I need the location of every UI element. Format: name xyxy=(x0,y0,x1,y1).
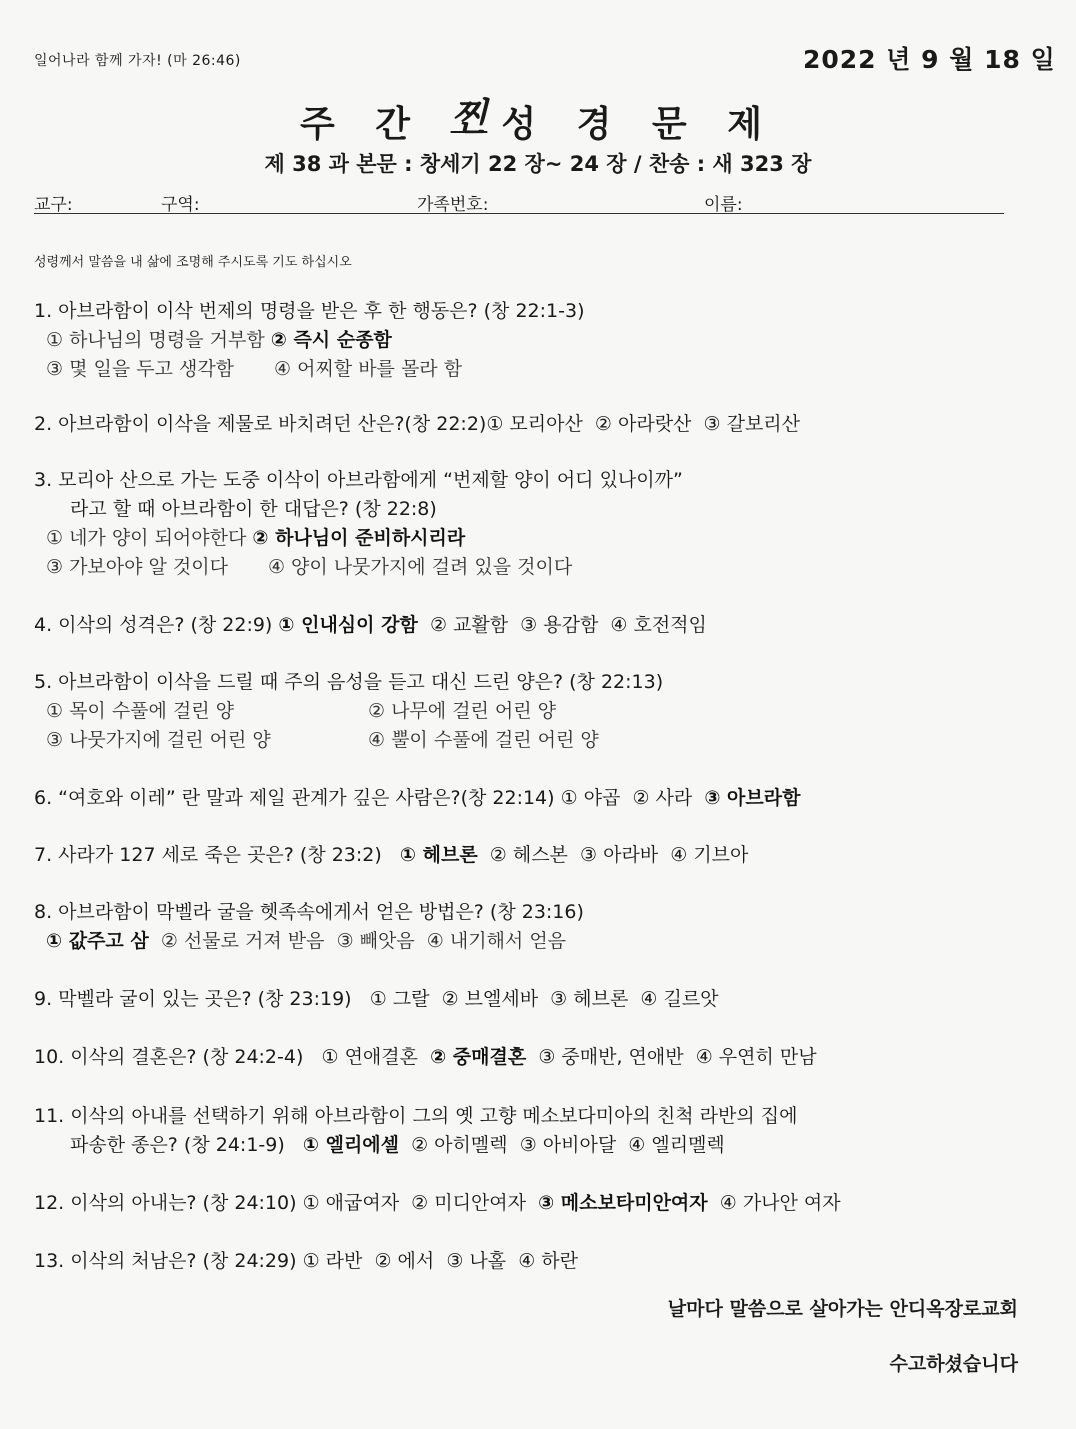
option: ③ 아라바 xyxy=(580,844,659,866)
option: ③ 헤브론 xyxy=(550,988,629,1010)
subtitle: 제 38 과 본문 : 창세기 22 장~ 24 장 / 찬송 : 새 323 장 xyxy=(264,152,812,176)
option: ③ 용감함 xyxy=(520,614,599,636)
option: ④ 양이 나뭇가지에 걸려 있을 것이다 xyxy=(267,556,573,578)
prayer-note: 성령께서 말씀을 내 삶에 조명해 주시도록 기도 하십시오 xyxy=(34,255,352,270)
question-text: 5. 아브라함이 이삭을 드릴 때 주의 음성을 듣고 대신 드린 양은? (창 22:13) xyxy=(34,671,664,693)
option: ④ 길르앗 xyxy=(640,988,719,1010)
option: ③ 빼앗음 xyxy=(336,930,415,952)
option: ① 네가 양이 되어야한다 xyxy=(46,527,247,549)
question-text: 7. 사라가 127 세로 죽은 곳은? (창 23:2) xyxy=(34,844,382,866)
option: ④ 뿔이 수풀에 걸린 어린 양 xyxy=(368,729,599,751)
option: ④ 호전적임 xyxy=(610,614,707,636)
option: ④ 어찌할 바를 몰라 함 xyxy=(274,358,463,380)
question-12 xyxy=(34,1189,841,1218)
option: ② 사라 xyxy=(632,787,693,809)
question-text: 9. 막벨라 굴이 있는 곳은? (창 23:19) xyxy=(34,988,352,1010)
title-post: 성 경 문 제 xyxy=(501,104,777,145)
question-text: 12. 이삭의 아내는? (창 24:10) xyxy=(34,1192,297,1214)
question-6 xyxy=(34,784,800,813)
option: ③ 나홀 xyxy=(446,1250,507,1272)
option: ③ 갈보리산 xyxy=(703,413,801,435)
option: ② 나무에 걸린 어린 양 xyxy=(368,700,557,722)
answer-option: ② 하나님이 준비하시리라 xyxy=(252,527,466,549)
answer-option: ① 값주고 삼 xyxy=(46,930,149,952)
title-zzin: 찐 xyxy=(450,95,488,139)
question-3 xyxy=(34,466,683,582)
question-text: 4. 이삭의 성격은? (창 22:9) xyxy=(34,614,273,636)
option: ③ 가보아야 알 것이다 xyxy=(46,556,228,578)
option: ③ 아비아달 xyxy=(519,1134,617,1156)
option: ① 모리아산 xyxy=(486,413,583,435)
question-8 xyxy=(34,898,584,956)
guyeok-label: 구역: xyxy=(161,195,200,215)
option: ② 브엘세바 xyxy=(441,988,539,1010)
question-text: 8. 아브라함이 막벨라 굴을 헷족속에게서 얻은 방법은? (창 23:16) xyxy=(34,901,584,923)
question-11 xyxy=(34,1102,797,1160)
answer-option: ① 엘리에셀 xyxy=(302,1134,400,1156)
question-text: 11. 이삭의 아내를 선택하기 위해 아브라함이 그의 옛 고향 메소보다미아의 친척 라반의 집에 xyxy=(34,1105,798,1127)
answer-option: ① 인내심이 강함 xyxy=(278,614,418,636)
title-pre: 주 간 xyxy=(299,104,425,145)
option: ② 헤스본 xyxy=(489,844,568,866)
question-text: 6. “여호와 이레” 란 말과 제일 관계가 깊은 사람은?(창 22:14) xyxy=(34,787,555,809)
answer-option: ② 즉시 순종함 xyxy=(270,329,392,351)
option: ① 연애결혼 xyxy=(321,1046,418,1068)
question-text: 3. 모리아 산으로 가는 도중 이삭이 아브라함에게 “번제할 양이 어디 있나이까” xyxy=(34,469,683,491)
question-text: 13. 이삭의 처남은? (창 24:29) xyxy=(34,1250,297,1272)
question-2 xyxy=(34,410,800,439)
option: ② 교활함 xyxy=(429,614,509,636)
option: ① 하나님의 명령을 거부함 xyxy=(46,329,265,351)
option: ③ 몇 일을 두고 생각함 xyxy=(46,358,235,380)
motto: 일어나라 함께 가자! (마 26:46) xyxy=(34,53,241,69)
option: ① 라반 xyxy=(302,1250,363,1272)
option: ④ 기브아 xyxy=(670,844,749,866)
option: ④ 가나안 여자 xyxy=(719,1192,841,1214)
option: ③ 나뭇가지에 걸린 어린 양 xyxy=(46,729,271,751)
option: ③ 중매반, 연애반 xyxy=(538,1046,684,1068)
option: ① 야곱 xyxy=(560,787,621,809)
date: 2022 년 9 월 18 일 xyxy=(803,45,1056,74)
option: ④ 내기해서 얻음 xyxy=(426,930,567,952)
option: ④ 하란 xyxy=(518,1250,578,1272)
question-5 xyxy=(34,668,663,755)
question-text: 라고 할 때 아브라함이 한 대답은? (창 22:8) xyxy=(70,498,437,520)
page-title xyxy=(0,92,1076,147)
question-text: 파송한 종은? (창 24:1-9) xyxy=(70,1134,285,1156)
answer-option: ③ 아브라함 xyxy=(704,787,801,809)
info-fields xyxy=(34,188,1004,214)
name-label: 이름: xyxy=(704,195,743,215)
thanks-note: 수고하셨습니다 xyxy=(889,1353,1018,1375)
option: ② 에서 xyxy=(374,1250,435,1272)
option: ④ 엘리멜렉 xyxy=(628,1134,725,1156)
option: ① 그랄 xyxy=(369,988,430,1010)
question-text: 2. 아브라함이 이삭을 제물로 바치려던 산은?(창 22:2) xyxy=(34,413,487,435)
question-4 xyxy=(34,611,707,640)
option: ② 미디안여자 xyxy=(411,1192,527,1214)
option: ① 목이 수풀에 걸린 양 xyxy=(46,700,235,722)
church-name: 날마다 말씀으로 살아가는 안디옥장로교회 xyxy=(667,1298,1018,1320)
option: ② 아히멜렉 xyxy=(411,1134,508,1156)
question-text: 10. 이삭의 결혼은? (창 24:2-4) xyxy=(34,1046,304,1068)
answer-option: ① 헤브론 xyxy=(399,844,478,866)
question-13 xyxy=(34,1247,578,1276)
answer-option: ③ 메소보타미안여자 xyxy=(538,1192,708,1214)
gyogu-label: 교구: xyxy=(34,195,73,215)
question-1 xyxy=(34,297,584,384)
option: ① 애굽여자 xyxy=(302,1192,400,1214)
option: ④ 우연히 만남 xyxy=(695,1046,817,1068)
question-10 xyxy=(34,1043,817,1072)
option: ② 아라랏산 xyxy=(594,413,692,435)
question-7 xyxy=(34,841,748,870)
question-9 xyxy=(34,985,719,1014)
option: ② 선물로 거져 받음 xyxy=(160,930,325,952)
question-text: 1. 아브라함이 이삭 번제의 명령을 받은 후 한 행동은? (창 22:1-3) xyxy=(34,300,585,322)
family-no-label: 가족번호: xyxy=(417,195,489,215)
answer-option: ② 중매결혼 xyxy=(430,1046,527,1068)
